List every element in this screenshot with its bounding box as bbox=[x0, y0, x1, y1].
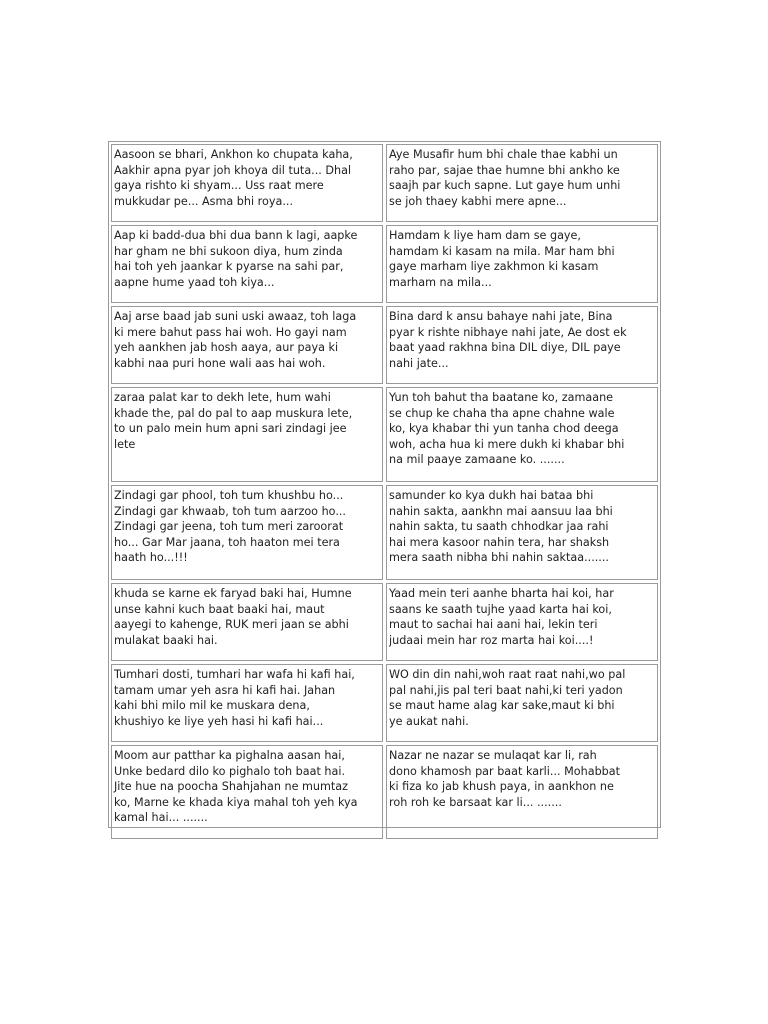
poem-line: Zindagi gar phool, toh tum khushbu ho... bbox=[114, 489, 344, 502]
poem-line: to un palo mein hum apni sari zindagi jee bbox=[114, 422, 347, 436]
poem-line: tamam umar yeh asra hi kafi hai. Jahan bbox=[114, 683, 336, 697]
poem-line: nahin sakta, aankhn mai aansuu laa bhi bbox=[389, 504, 613, 518]
poem-line: Aakhir apna pyar joh khoya dil tuta... Dhal bbox=[114, 163, 352, 177]
poem-cell-right bbox=[386, 144, 658, 222]
poem-line: baat yaad rakhna bina DIL diye, DIL paye bbox=[389, 341, 621, 355]
poem-line: unse kahni kuch baat baaki hai, maut bbox=[114, 602, 325, 616]
poem-line: Bina dard k ansu bahaye nahi jate, Bina bbox=[389, 310, 613, 323]
poem-line: pyar k rishte nibhaye nahi jate, Ae dost ek bbox=[389, 325, 627, 339]
poem-cell-left bbox=[111, 485, 383, 580]
poem-line: ho... Gar Mar jaana, toh haaton mei tera bbox=[114, 535, 340, 549]
poem-cell-left bbox=[111, 664, 383, 742]
poem-line: saans ke saath tujhe yaad karta hai koi, bbox=[389, 602, 612, 616]
poem-cell-right bbox=[386, 306, 658, 384]
poem-line: samunder ko kya dukh hai bataa bhi bbox=[389, 489, 594, 502]
poem-line: maut to sachai hai aani hai, lekin teri bbox=[389, 618, 598, 632]
poem-line: lete bbox=[114, 437, 136, 451]
poem-line: mulakat baaki hai. bbox=[114, 633, 218, 647]
poem-line: ki fiza ko jab khush paya, in aankhon ne bbox=[389, 780, 614, 794]
poem-line: ko, kya khabar thi yun tanha chod deega bbox=[389, 422, 619, 436]
shayari-table bbox=[108, 141, 661, 828]
poem-line: se chup ke chaha tha apne chahne wale bbox=[389, 406, 615, 420]
poem-line: se joh thaey kabhi mere apne... bbox=[389, 194, 567, 208]
poem-line: woh, acha hua ki mere dukh ki khabar bhi bbox=[389, 437, 625, 451]
poem-line: khade the, pal do pal to aap muskura lete, bbox=[114, 406, 353, 420]
poem-line: gaye marham liye zakhmon ki kasam bbox=[389, 260, 599, 274]
poem-line: kahi bhi milo mil ke muskara dena, bbox=[114, 699, 310, 713]
poem-line: hamdam ki kasam na mila. Mar ham bhi bbox=[389, 244, 615, 258]
poem-cell-left bbox=[111, 745, 383, 839]
poem-cell-right bbox=[386, 664, 658, 742]
poem-line: har gham ne bhi sukoon diya, hum zinda bbox=[114, 244, 343, 258]
poem-line: raho par, sajae thae humne bhi ankho ke bbox=[389, 163, 620, 177]
poem-line: dono khamosh par baat karli... Mohabbat bbox=[389, 764, 621, 778]
poem-line: Aasoon se bhari, Ankhon ko chupata kaha, bbox=[114, 148, 353, 161]
poem-line: khuda se karne ek faryad baki hai, Humne bbox=[114, 587, 352, 600]
poem-cell-left bbox=[111, 144, 383, 222]
poem-cell-left bbox=[111, 225, 383, 303]
poem-cell-right bbox=[386, 387, 658, 482]
poem-cell-left bbox=[111, 306, 383, 384]
poem-line: judaai mein har roz marta hai koi....! bbox=[389, 633, 594, 647]
poem-cell-left bbox=[111, 387, 383, 482]
poem-line: ki mere bahut pass hai woh. Ho gayi nam bbox=[114, 325, 347, 339]
poem-line: se maut hame alag kar sake,maut ki bhi bbox=[389, 699, 615, 713]
poem-line: yeh aankhen jab hosh aaya, aur paya ki bbox=[114, 341, 339, 355]
poem-line: Yaad mein teri aanhe bharta hai koi, har bbox=[389, 587, 614, 600]
poem-line: ye aukat nahi. bbox=[389, 714, 469, 728]
poem-line: Aap ki badd-dua bhi dua bann k lagi, aapke bbox=[114, 229, 358, 242]
poem-line: WO din din nahi,woh raat raat nahi,wo pal bbox=[389, 668, 626, 681]
poem-line: hai toh yeh jaankar k pyarse na sahi par, bbox=[114, 260, 344, 274]
poem-line: aayegi to kahenge, RUK meri jaan se abhi bbox=[114, 618, 349, 632]
poem-cell-right bbox=[386, 745, 658, 839]
poem-line: pal nahi,jis pal teri baat nahi,ki teri yadon bbox=[389, 683, 623, 697]
poem-line: gaya rishto ki shyam... Uss raat mere bbox=[114, 179, 324, 193]
poem-line: khushiyo ke liye yeh hasi hi kafi hai... bbox=[114, 714, 324, 728]
poem-line: Yun toh bahut tha baatane ko, zamaane bbox=[389, 391, 614, 404]
poem-line: Zindagi gar khwaab, toh tum aarzoo ho... bbox=[114, 504, 346, 518]
poem-line: mukkudar pe... Asma bhi roya... bbox=[114, 194, 294, 208]
poem-line: na mil paaye zamaane ko. ....... bbox=[389, 453, 565, 467]
poem-line: aapne hume yaad toh kiya... bbox=[114, 275, 275, 289]
poem-cell-right bbox=[386, 583, 658, 661]
poem-line: ko, Marne ke khada kiya mahal toh yeh kya bbox=[114, 795, 358, 809]
poem-line: zaraa palat kar to dekh lete, hum wahi bbox=[114, 391, 331, 404]
poem-cell-right bbox=[386, 225, 658, 303]
poem-line: hai mera kasoor nahin tera, har shaksh bbox=[389, 535, 610, 549]
poem-line: nahin sakta, tu saath chhodkar jaa rahi bbox=[389, 520, 609, 534]
poem-line: Unke bedard dilo ko pighalo toh baat hai. bbox=[114, 764, 346, 778]
poem-line: Aaj arse baad jab suni uski awaaz, toh laga bbox=[114, 310, 357, 323]
poem-line: kabhi naa puri hone wali aas hai woh. bbox=[114, 356, 326, 370]
poem-line: mera saath nibha bhi nahin saktaa....... bbox=[389, 551, 609, 565]
poem-line: Zindagi gar jeena, toh tum meri zaroorat bbox=[114, 520, 344, 534]
poem-line: haath ho...!!! bbox=[114, 551, 188, 565]
poem-line: saajh par kuch sapne. Lut gaye hum unhi bbox=[389, 179, 621, 193]
poem-line: marham na mila... bbox=[389, 275, 492, 289]
poem-cell-right bbox=[386, 485, 658, 580]
poem-line: Aye Musafir hum bhi chale thae kabhi un bbox=[389, 148, 618, 161]
poem-line: Nazar ne nazar se mulaqat kar li, rah bbox=[389, 749, 597, 762]
poem-line: roh roh ke barsaat kar li... ....... bbox=[389, 795, 562, 809]
poem-line: nahi jate... bbox=[389, 356, 449, 370]
poem-line: Moom aur patthar ka pighalna aasan hai, bbox=[114, 749, 345, 762]
poem-line: Tumhari dosti, tumhari har wafa hi kafi hai, bbox=[114, 668, 355, 681]
poem-line: kamal hai... ....... bbox=[114, 811, 208, 825]
poem-line: Jite hue na poocha Shahjahan ne mumtaz bbox=[114, 780, 349, 794]
poem-line: Hamdam k liye ham dam se gaye, bbox=[389, 229, 581, 242]
poem-cell-left bbox=[111, 583, 383, 661]
